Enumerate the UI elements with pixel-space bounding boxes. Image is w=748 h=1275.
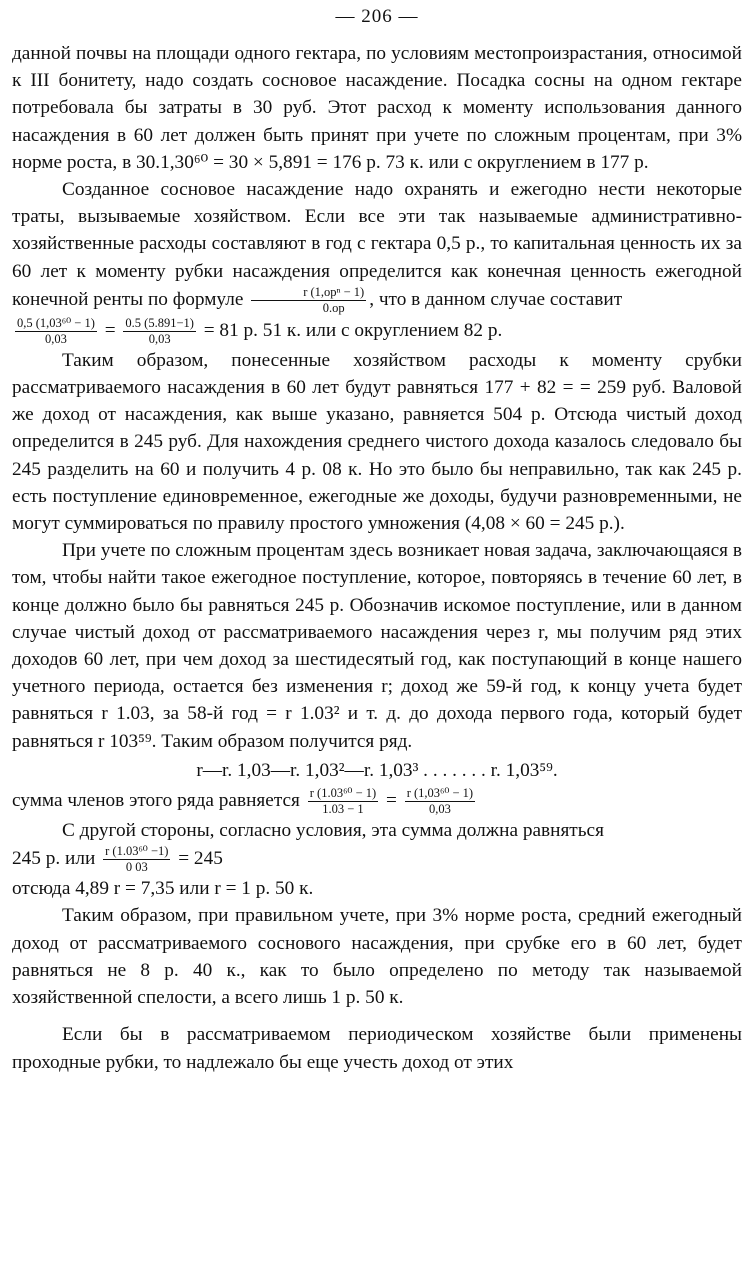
sum-line [12,786,742,817]
page-body [12,40,742,1076]
page-number: — 206 — [335,6,419,27]
sum-equals: = [385,790,397,811]
series-formula: r—r. 1,03—r. 1,03²—r. 1,03³ . . . . . . . r. 1,03⁵⁹. [196,759,558,781]
result-line: отсюда 4,89 r = 7,35 или r = 1 р. 50 к. [12,878,314,900]
paragraph-5: С другой стороны, согласно условия, эта сумма должна равняться [62,820,604,842]
sum-fraction-1-denominator: 1.03 − 1 [322,802,364,817]
rent-formula [251,285,366,316]
calc-equals: = [104,319,116,341]
calculation-line [12,316,742,347]
calc-fraction-2-numerator: 0.5 (5.891−1) [125,315,194,330]
rent-formula-denominator: 0.op [322,300,345,315]
paragraph-6: Таким образом, при правильном учете, при 3% норме роста, средний ежегодный доход от рассматриваемого соснового насаждения, при срубке его в 60 лет, будет равняться не 8 р. 40 к., как то было определено по методу так называемой хозяйственной спелости, а всего лишь 1 р. 50 к. [12,905,742,1009]
paragraph-3: Таким образом, понесенные хозяйством расходы к моменту срубки рассматриваемого насаждения в 60 лет будут равняться 177 + 82 = = 259 руб. Валовой же доход от насаждения, как выше указано, равняется 504 р. Отсюда чистый доход определится в 245 руб. Для нахождения среднего чистого дохода казалось следовало бы 245 разделить на 60 и получить 4 р. 08 к. Но это было бы неправильно, так как 245 р. есть поступление единовременное, ежегодные же доходы, будучи разновременными, не могут суммироваться по правилу простого умножения (4,08 × 60 = 245 р.). [12,349,742,535]
calc-fraction-2-denominator: 0,03 [148,331,171,346]
paragraph-4: При учете по сложным процентам здесь возникает новая задача, заключающаяся в том, чтобы найти такое ежегодное поступление, которое, повторяясь в течение 60 лет, в конце должно было бы равняться 245 р. Обозначив искомое поступление, или в данном случае чистый доход от рассматриваемого насаждения через r, мы получим ряд этих доходов 60 лет, при чем доход за шестидесятый год, как поступающий в конце нашего учетного периода, остается без изменения r; доход же 59-й год, к концу учета будет равняться r 1.03, за 58-й год = r 1.03² и т. д. до дохода первого года, который будет равняться r 103⁵⁹. Таким образом получится ряд. [12,540,742,752]
paragraph-7: Если бы в рассматриваемом периодическом хозяйстве были применены проходные рубки, то надлежало бы еще учесть доход от этих [12,1024,742,1073]
equation-lead: 245 р. или [12,848,96,870]
calc-fraction-1-numerator: 0,5 (1,03⁶⁰ − 1) [17,315,95,330]
paragraph-1: данной почвы на площади одного гектара, по условиям местопроизрастания, относимой к III бонитету, надо создать сосновое насаждение. Посадка сосны на одном гектаре потребовала бы затраты в 30 руб. Этот расход к моменту использования данного насаждения в 60 лет должен быть принят при учете по сложным процентам, при 3% норме роста, в 30.1,30⁶⁰ = 30 × 5,891 = 176 р. 73 к. или с округлением в 177 р. [12,43,742,173]
sum-fraction-1-numerator: r (1.03⁶⁰ − 1) [309,786,377,801]
sum-fraction-2-denominator: 0,03 [428,802,451,817]
calc-result: = 81 р. 51 к. или с округлением 82 р. [203,319,503,341]
equation-fraction [103,844,170,875]
sum-fraction-2-numerator: r (1,03⁶⁰ − 1) [406,786,474,801]
calc-fraction-1 [15,316,97,347]
sum-fraction-2 [405,786,475,817]
calc-fraction-2 [123,316,196,347]
paragraph-2-tail: , что в данном случае составит [369,288,623,310]
sum-fraction-1 [308,786,378,817]
sum-text: сумма членов этого ряда равняется [12,790,300,811]
equation-fraction-denominator: 0 03 [125,860,148,875]
rent-formula-numerator: r (1,opⁿ − 1) [251,285,366,301]
equation-tail: = 245 [178,848,223,870]
paragraph-2-text: Созданное сосновое насаждение надо охранять и ежегодно нести некоторые траты, вызываемые хозяйством. Если все эти так называемые административно-хозяйственные расходы составляют в год с гектара 0,5 р., то капитальная ценность их за 60 лет к моменту рубки насаждения определится как конечная ценность ежегодной конечной ренты по формуле [12,179,742,310]
paragraph-2 [12,176,742,316]
equation-line [12,844,742,875]
equation-fraction-numerator: r (1.03⁶⁰ −1) [105,844,169,859]
calc-fraction-1-denominator: 0,03 [45,331,67,346]
